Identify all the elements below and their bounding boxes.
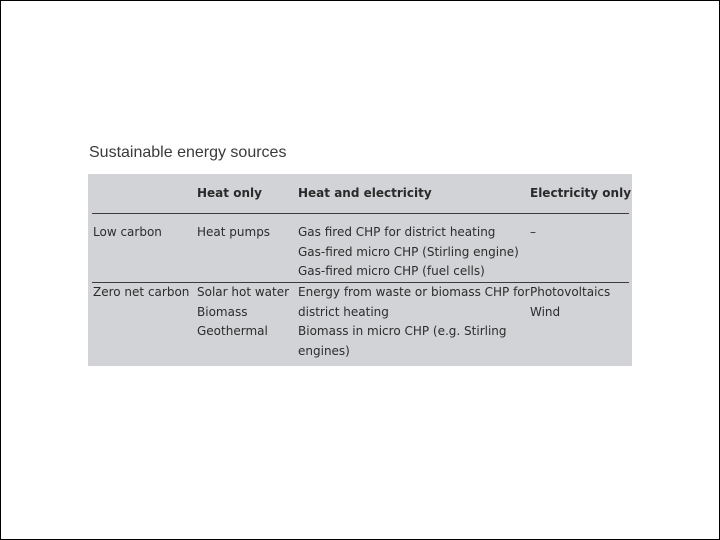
list-item: engines) bbox=[298, 343, 350, 358]
slide-title: Sustainable energy sources bbox=[89, 144, 287, 161]
list-item: Gas-fired micro CHP (fuel cells) bbox=[298, 264, 485, 278]
header-heat-only: Heat only bbox=[197, 186, 262, 200]
list-item: Gas-fired micro CHP (Stirling engine) bbox=[298, 244, 519, 259]
header-heat-and-electricity: Heat and electricity bbox=[298, 186, 432, 200]
header-electricity-only: Electricity only bbox=[530, 186, 632, 200]
list-item: – bbox=[530, 225, 536, 239]
list-item: Photovoltaics bbox=[530, 285, 611, 299]
row-category: Low carbon bbox=[93, 225, 162, 239]
row-heat-and-electricity bbox=[298, 223, 519, 282]
list-item: Gas fired CHP for district heating bbox=[298, 225, 496, 239]
list-item: Solar hot water bbox=[197, 285, 290, 299]
row-heat-and-electricity bbox=[298, 283, 530, 361]
list-item: Heat pumps bbox=[197, 225, 271, 239]
row-electricity-only bbox=[530, 223, 536, 243]
list-item: Geothermal bbox=[197, 324, 268, 338]
list-item: Biomass in micro CHP (e.g. Stirling bbox=[298, 324, 507, 338]
row-heat-only bbox=[197, 223, 270, 243]
row-electricity-only bbox=[530, 283, 610, 322]
energy-sources-table bbox=[88, 174, 632, 366]
row-category: Zero net carbon bbox=[93, 285, 190, 299]
header-divider bbox=[92, 213, 629, 214]
list-item: district heating bbox=[298, 304, 389, 319]
row-heat-only bbox=[197, 283, 289, 342]
list-item: Biomass bbox=[197, 304, 248, 319]
list-item: Energy from waste or biomass CHP for bbox=[298, 285, 530, 299]
list-item: Wind bbox=[530, 304, 561, 319]
